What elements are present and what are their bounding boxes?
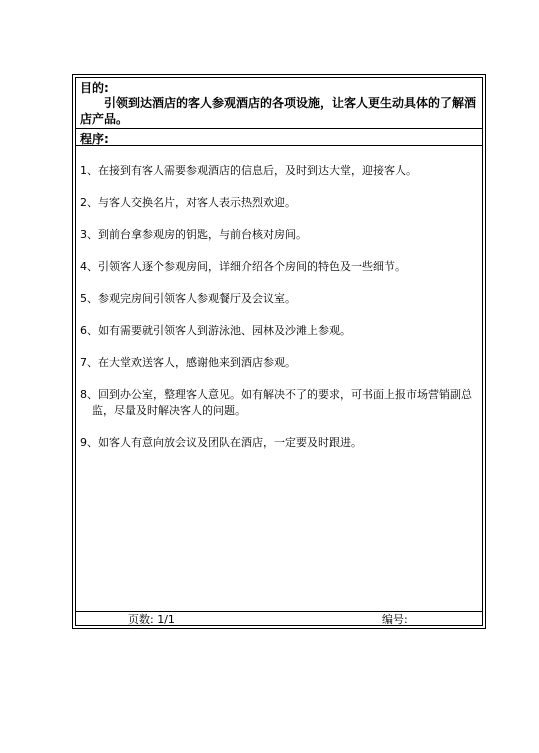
step-item: 9、如客人有意向放会议及团队在酒店，一定要及时跟进。 [80, 436, 362, 449]
step-item: 6、如有需要就引领客人到游泳池、园林及沙滩上参观。 [80, 324, 351, 337]
step-item: 4、引领客人逐个参观房间，详细介绍各个房间的特色及一些细节。 [80, 260, 406, 273]
procedure-steps [80, 163, 484, 467]
document-inner-frame [75, 77, 483, 626]
purpose-section [76, 78, 482, 129]
step-item: 8、回到办公室，整理客人意见。如有解决不了的要求，可书面上报市场营销副总监，尽量及时解决客人的问题。 [80, 388, 472, 417]
step-item: 3、到前台拿参观房的钥匙，与前台核对房间。 [80, 228, 307, 241]
purpose-label: 目的: [80, 81, 109, 95]
purpose-text: 引领到达酒店的客人参观酒店的各项设施，让客人更生动具体的了解酒店产品。 [80, 96, 477, 126]
document-code-label: 编号: [382, 613, 408, 626]
document-frame [72, 74, 486, 629]
step-item: 5、参观完房间引领客人参观餐厅及会议室。 [80, 292, 296, 305]
step-item: 2、与客人交换名片，对客人表示热烈欢迎。 [80, 196, 296, 209]
procedure-divider [76, 145, 482, 146]
page-count: 页数: 1/1 [128, 613, 175, 626]
document-footer [76, 612, 482, 628]
step-item: 7、在大堂欢送客人，感谢他来到酒店参观。 [80, 356, 296, 369]
procedure-label: 程序: [80, 132, 109, 146]
step-item: 1、在接到有客人需要参观酒店的信息后，及时到达大堂，迎接客人。 [80, 164, 417, 177]
